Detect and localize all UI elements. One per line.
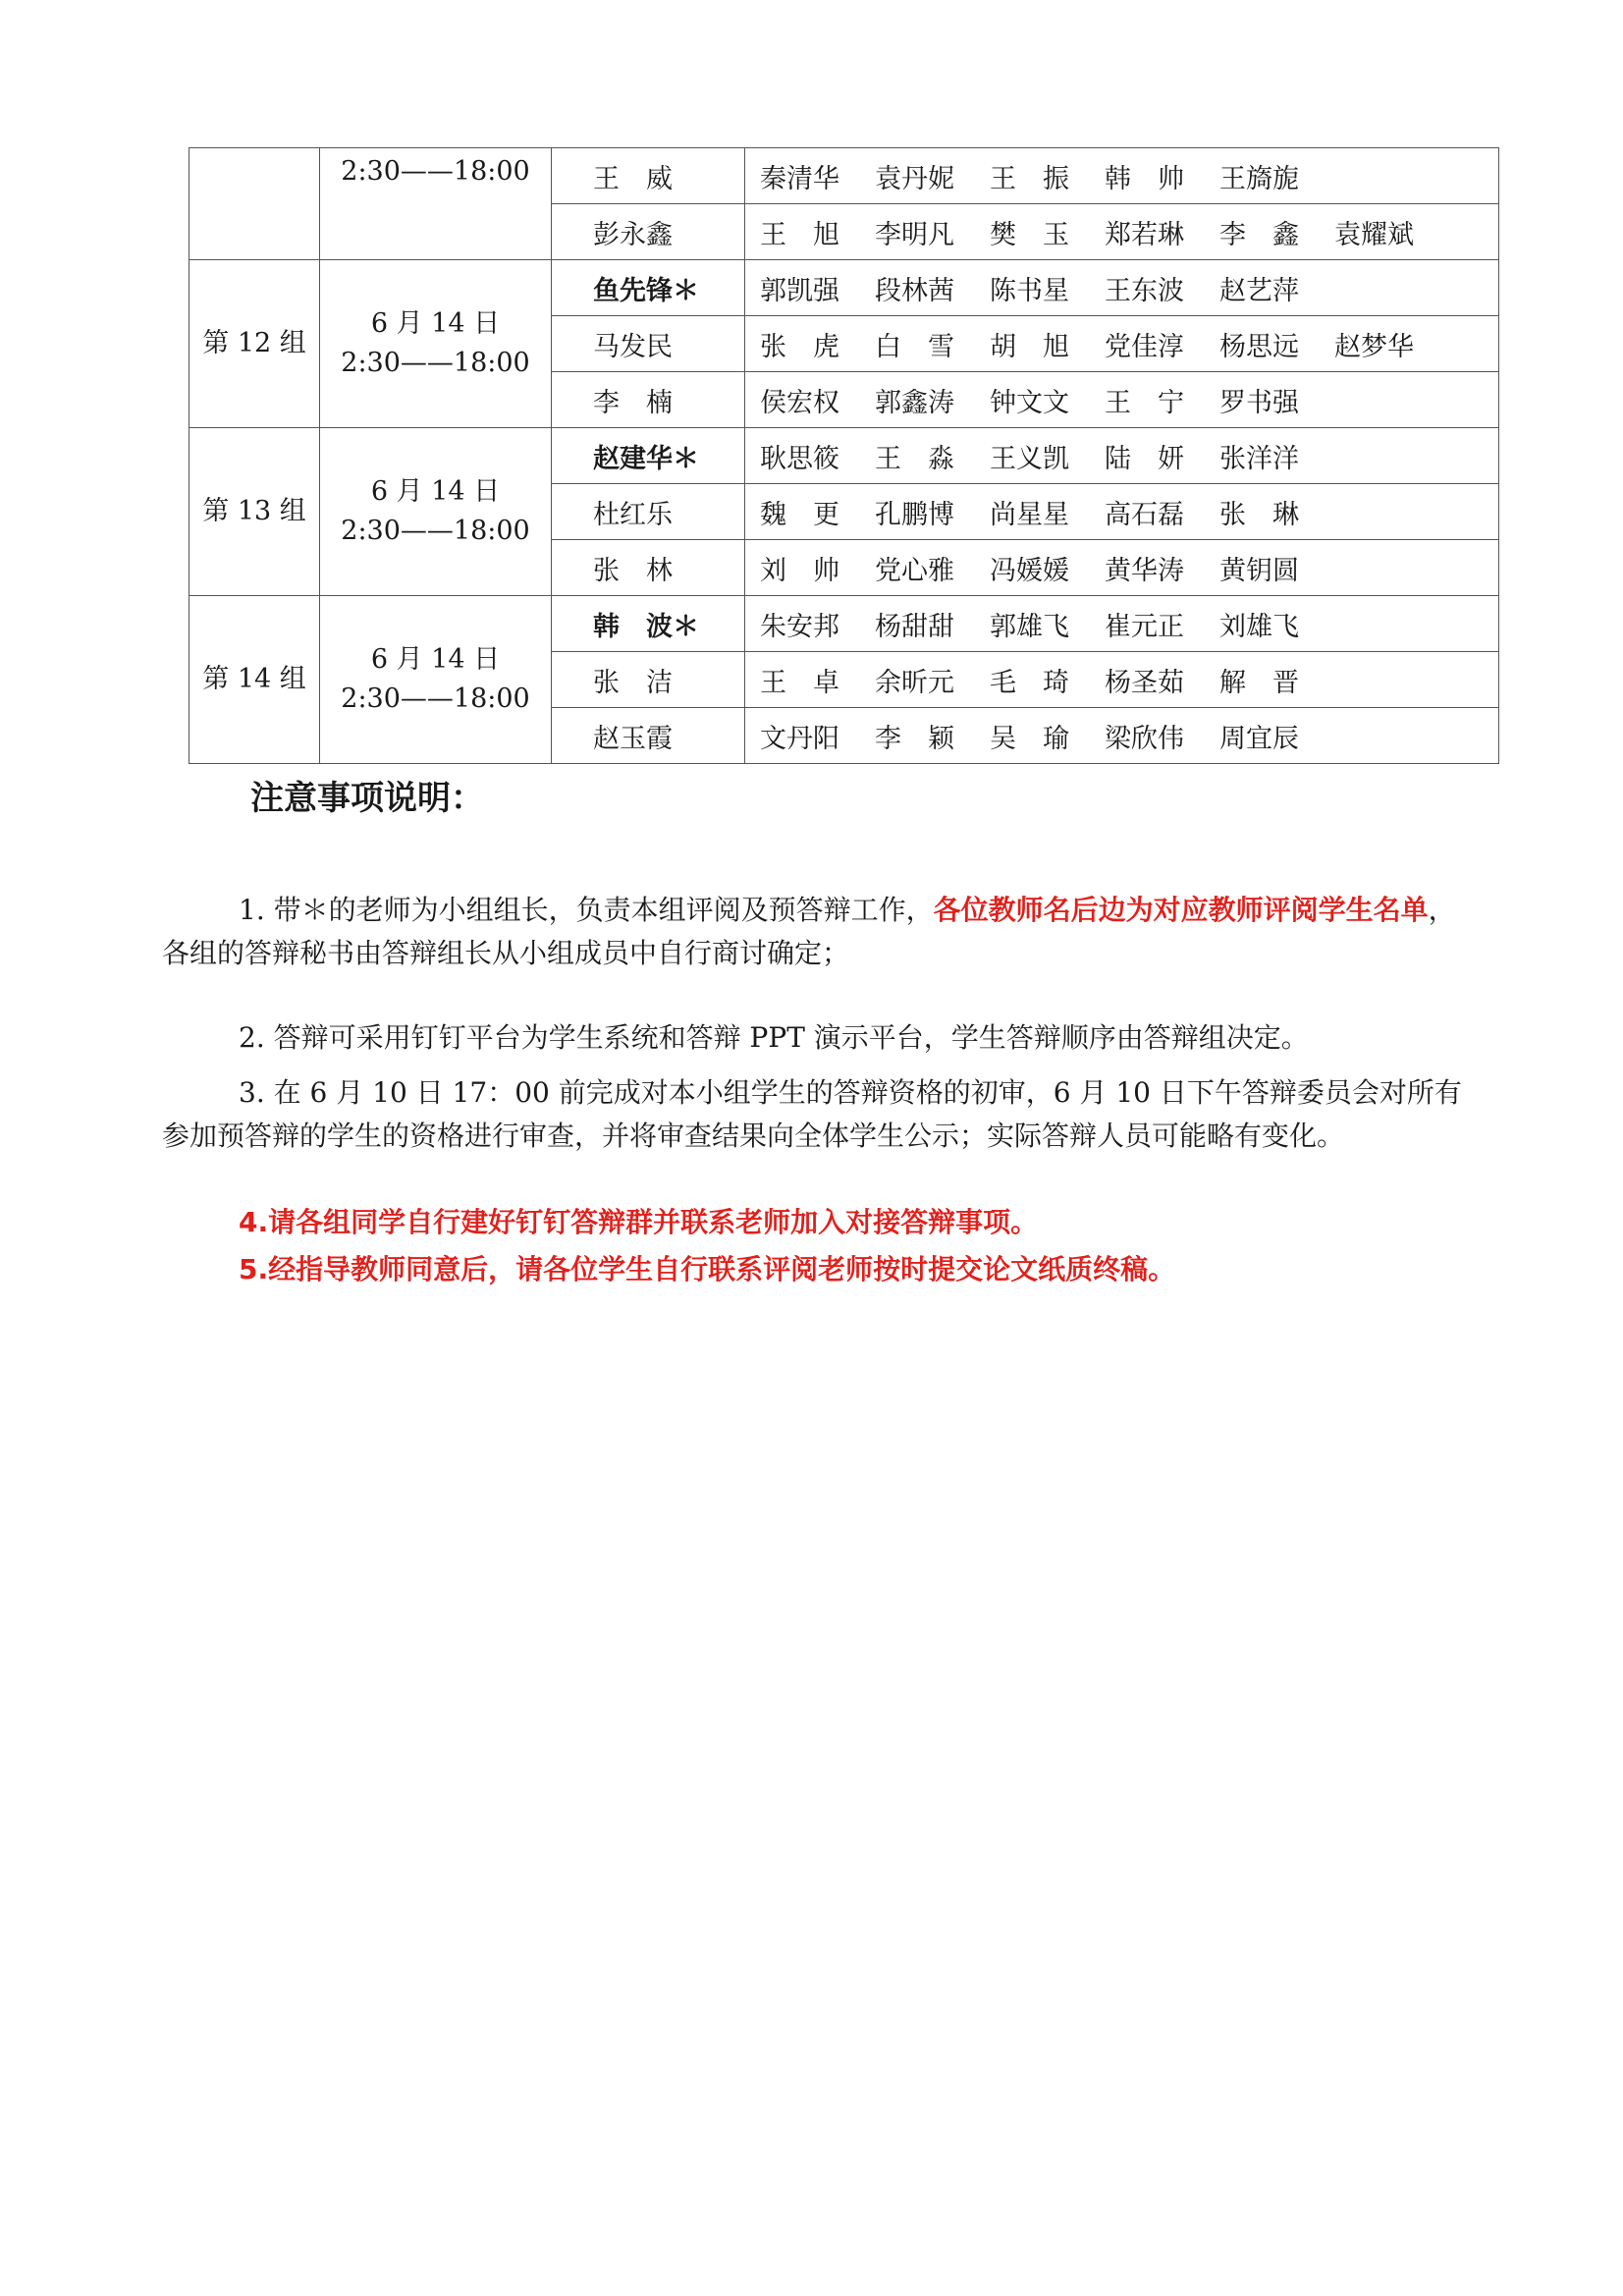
student-name: 樊 玉	[990, 219, 1069, 250]
group-leader-teacher: 赵建华＊	[552, 428, 745, 484]
student-name: 赵梦华	[1334, 331, 1414, 362]
student-name: 尚星星	[990, 499, 1069, 530]
student-name: 郑若琳	[1105, 219, 1184, 250]
group-name-cell: 第 13 组	[189, 428, 320, 596]
student-name: 崔元正	[1105, 611, 1184, 642]
student-name: 耿思筱	[760, 443, 839, 474]
student-name: 钟文文	[990, 387, 1069, 418]
group-date: 6 月 14 日	[370, 476, 501, 507]
note-1-prefix: 1. 带＊的老师为小组组长，负责本组评阅及预答辩工作，	[239, 894, 934, 926]
student-list	[745, 652, 1499, 708]
note-1-suffix: ，各组的答辩秘书由答辩组长从小组成员中自行商讨确定；	[162, 894, 1456, 969]
student-name: 王 淼	[875, 443, 954, 474]
student-name: 党佳淳	[1105, 331, 1184, 362]
defense-schedule-table	[189, 147, 1499, 764]
student-list	[745, 540, 1499, 596]
student-name: 黄钥圆	[1219, 555, 1299, 586]
student-name: 袁丹妮	[875, 163, 954, 194]
group-name-cell	[189, 148, 320, 260]
student-name: 秦清华	[760, 163, 839, 194]
student-name: 陈书星	[990, 275, 1069, 306]
student-name: 李明凡	[875, 219, 954, 250]
notes-title: 注意事项说明：	[250, 779, 484, 818]
group-time-cell	[320, 596, 552, 764]
student-name: 杨圣茹	[1105, 667, 1184, 698]
group-time: 2:30——18:00	[341, 156, 530, 187]
student-name: 吴 瑜	[990, 723, 1069, 754]
note-2: 2. 答辩可采用钉钉平台为学生系统和答辩 PPT 演示平台，学生答辩顺序由答辩组决定。	[239, 1021, 1309, 1054]
student-name: 王东波	[1105, 275, 1184, 306]
table-row	[189, 148, 1499, 204]
student-list	[745, 708, 1499, 764]
student-name: 侯宏权	[760, 387, 839, 418]
group-leader-teacher: 鱼先锋＊	[552, 260, 745, 316]
student-name: 孔鹏博	[875, 499, 954, 530]
student-list	[745, 428, 1499, 484]
student-name: 王 旭	[760, 219, 839, 250]
student-name: 黄华涛	[1105, 555, 1184, 586]
student-name: 王 宁	[1105, 387, 1184, 418]
teacher-name: 杜红乐	[552, 484, 745, 540]
teacher-name: 王 威	[552, 148, 745, 204]
student-list	[745, 316, 1499, 372]
table-row	[189, 260, 1499, 316]
student-name: 郭凯强	[760, 275, 839, 306]
note-5: 5.经指导教师同意后，请各位学生自行联系评阅老师按时提交论文纸质终稿。	[239, 1253, 1176, 1285]
student-name: 解 晋	[1219, 667, 1299, 698]
student-name: 白 雪	[875, 331, 954, 362]
student-name: 魏 更	[760, 499, 839, 530]
group-leader-teacher: 韩 波＊	[552, 596, 745, 652]
student-name: 郭雄飞	[990, 611, 1069, 642]
group-name-cell: 第 14 组	[189, 596, 320, 764]
student-name: 梁欣伟	[1105, 723, 1184, 754]
student-name: 韩 帅	[1105, 163, 1184, 194]
student-name: 郭鑫涛	[875, 387, 954, 418]
group-time: 2:30——18:00	[341, 516, 530, 546]
student-name: 张洋洋	[1219, 443, 1299, 474]
group-time-cell	[320, 148, 552, 260]
student-name: 周宜辰	[1219, 723, 1299, 754]
student-name: 王 卓	[760, 667, 839, 698]
student-name: 刘雄飞	[1219, 611, 1299, 642]
student-name: 冯媛媛	[990, 555, 1069, 586]
teacher-name: 张 洁	[552, 652, 745, 708]
student-name: 文丹阳	[760, 723, 839, 754]
student-name: 王义凯	[990, 443, 1069, 474]
student-list	[745, 148, 1499, 204]
table-row	[189, 428, 1499, 484]
student-name: 高石磊	[1105, 499, 1184, 530]
student-name: 胡 旭	[990, 331, 1069, 362]
student-name: 毛 琦	[990, 667, 1069, 698]
student-list	[745, 484, 1499, 540]
student-name: 段林茜	[875, 275, 954, 306]
note-1-highlight: 各位教师名后边为对应教师评阅学生名单	[933, 894, 1429, 926]
group-time-cell	[320, 260, 552, 428]
note-1	[162, 889, 1478, 975]
group-time-cell	[320, 428, 552, 596]
table-row	[189, 596, 1499, 652]
student-name: 李 鑫	[1219, 219, 1299, 250]
student-name: 李 颖	[875, 723, 954, 754]
teacher-name: 张 林	[552, 540, 745, 596]
student-name: 罗书强	[1219, 387, 1299, 418]
student-list	[745, 204, 1499, 260]
student-name: 朱安邦	[760, 611, 839, 642]
student-name: 王 振	[990, 163, 1069, 194]
group-date: 6 月 14 日	[370, 308, 501, 339]
teacher-name: 李 楠	[552, 372, 745, 428]
group-date: 6 月 14 日	[370, 644, 501, 675]
student-name: 刘 帅	[760, 555, 839, 586]
student-name: 张 琳	[1219, 499, 1299, 530]
student-list	[745, 596, 1499, 652]
student-list	[745, 260, 1499, 316]
group-name-cell: 第 12 组	[189, 260, 320, 428]
group-time: 2:30——18:00	[341, 683, 530, 714]
student-list	[745, 372, 1499, 428]
student-name: 余昕元	[875, 667, 954, 698]
student-name: 赵艺萍	[1219, 275, 1299, 306]
student-name: 杨思远	[1219, 331, 1299, 362]
student-name: 袁耀斌	[1334, 219, 1414, 250]
teacher-name: 彭永鑫	[552, 204, 745, 260]
teacher-name: 马发民	[552, 316, 745, 372]
group-time: 2:30——18:00	[341, 348, 530, 378]
teacher-name: 赵玉霞	[552, 708, 745, 764]
student-name: 陆 妍	[1105, 443, 1184, 474]
note-3: 3. 在 6 月 10 日 17：00 前完成对本小组学生的答辩资格的初审，6 月 10 日下午答辩委员会对所有参加预答辩的学生的资格进行审查，并将审查结果向全体学生公示；实际答辩人员可能略有变化。	[162, 1076, 1462, 1152]
student-name: 王旖旎	[1219, 163, 1299, 194]
note-4: 4.请各组同学自行建好钉钉答辩群并联系老师加入对接答辩事项。	[239, 1206, 1039, 1238]
student-name: 杨甜甜	[875, 611, 954, 642]
student-name: 张 虎	[760, 331, 839, 362]
student-name: 党心雅	[875, 555, 954, 586]
